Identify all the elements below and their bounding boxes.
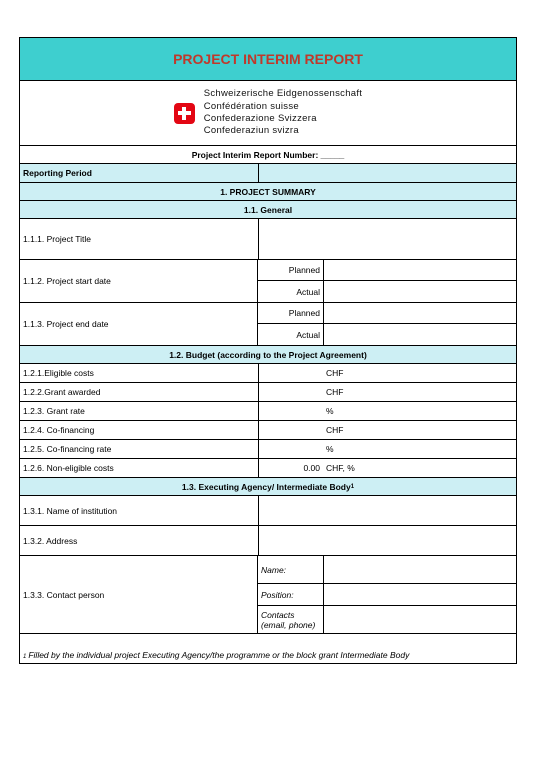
confederation-wordmark: Schweizerische Eidgenossenschaft Confédération suisse Confederazione Svizzera Confederaziun svizra [203, 88, 363, 137]
budget-row-label: 1.2.5. Co-financing rate [23, 444, 112, 454]
contact-position-field[interactable] [323, 584, 516, 605]
budget-row-unit: CHF [326, 425, 344, 435]
budget-row [20, 459, 516, 478]
agency-heading-row [20, 478, 516, 496]
end-planned-label: Planned [288, 308, 320, 318]
budget-row-unit: % [326, 406, 334, 416]
budget-row [20, 421, 516, 440]
contact-details-label: Contacts (email, phone) [261, 609, 316, 630]
end-planned-field[interactable] [323, 303, 516, 323]
reporting-period-field[interactable] [258, 164, 516, 182]
start-date-label: 1.1.2. Project start date [23, 276, 111, 286]
budget-row-label: 1.2.1.Eligible costs [23, 368, 94, 378]
budget-row-value[interactable] [258, 364, 323, 382]
institution-row [20, 496, 516, 526]
footnote [20, 634, 516, 663]
contact-person-row [20, 556, 516, 634]
budget-heading: 1.2. Budget (according to the Project Agreement) [169, 349, 367, 360]
agency-heading: 1.3. Executing Agency/ Intermediate Body 1 [181, 481, 355, 492]
end-date-label: 1.1.3. Project end date [23, 319, 109, 329]
start-planned-field[interactable] [323, 260, 516, 280]
reporting-period-label: Reporting Period [23, 168, 92, 178]
budget-row-value[interactable] [258, 440, 323, 458]
budget-row-label: 1.2.3. Grant rate [23, 406, 85, 416]
address-row [20, 526, 516, 556]
summary-heading-row [20, 183, 516, 201]
project-title-field[interactable] [258, 219, 516, 259]
address-label: 1.3.2. Address [23, 535, 78, 546]
start-date-row [20, 260, 516, 303]
title-row [20, 38, 516, 81]
end-actual-field[interactable] [323, 324, 516, 345]
budget-row [20, 364, 516, 383]
end-actual-label: Actual [296, 329, 320, 340]
institution-label: 1.3.1. Name of institution [23, 505, 118, 516]
general-heading-row [20, 201, 516, 219]
budget-row [20, 402, 516, 421]
contact-person-label: 1.3.3. Contact person [23, 589, 105, 600]
contact-name-label: Name: [261, 564, 287, 575]
footnote-text: Filled by the individual project Executing Agency/the programme or the block grant Intermediate Body [28, 650, 410, 660]
budget-row-value[interactable] [258, 421, 323, 439]
budget-row-label: 1.2.4. Co-financing [23, 425, 95, 435]
start-actual-field[interactable] [323, 281, 516, 302]
reporting-period-row [20, 164, 516, 183]
budget-row-label: 1.2.6. Non-eligible costs [23, 463, 114, 473]
budget-row [20, 383, 516, 402]
swiss-flag-icon [174, 103, 195, 124]
budget-row-value[interactable]: 0.00 [258, 459, 323, 477]
start-planned-label: Planned [288, 265, 320, 275]
interim-report-form [19, 37, 517, 664]
contact-name-field[interactable] [323, 556, 516, 583]
report-number-row [20, 146, 516, 164]
budget-row [20, 440, 516, 459]
report-title: PROJECT INTERIM REPORT [173, 51, 363, 67]
budget-heading-row [20, 346, 516, 364]
budget-row-label: 1.2.2.Grant awarded [23, 387, 101, 397]
institution-field[interactable] [258, 496, 516, 525]
budget-row-unit: CHF [326, 387, 344, 397]
budget-row-unit: CHF, % [326, 463, 355, 473]
budget-row-value[interactable] [258, 383, 323, 401]
project-title-row [20, 219, 516, 260]
logo-row [20, 81, 516, 146]
footnote-mark: 1 [350, 483, 355, 490]
project-title-label: 1.1.1. Project Title [23, 234, 92, 244]
contact-position-label: Position: [261, 589, 294, 600]
footnote-row [20, 634, 516, 663]
summary-heading: 1. PROJECT SUMMARY [220, 186, 316, 197]
report-number-label: Project Interim Report Number: _____ [191, 149, 345, 160]
general-heading: 1.1. General [243, 204, 293, 215]
end-date-row [20, 303, 516, 346]
budget-row-value[interactable] [258, 402, 323, 420]
budget-row-unit: CHF [326, 368, 344, 378]
budget-row-unit: % [326, 444, 334, 454]
footnote-number: 1 [23, 654, 27, 660]
address-field[interactable] [258, 526, 516, 555]
start-actual-label: Actual [296, 286, 320, 297]
contact-details-field[interactable] [323, 606, 516, 633]
